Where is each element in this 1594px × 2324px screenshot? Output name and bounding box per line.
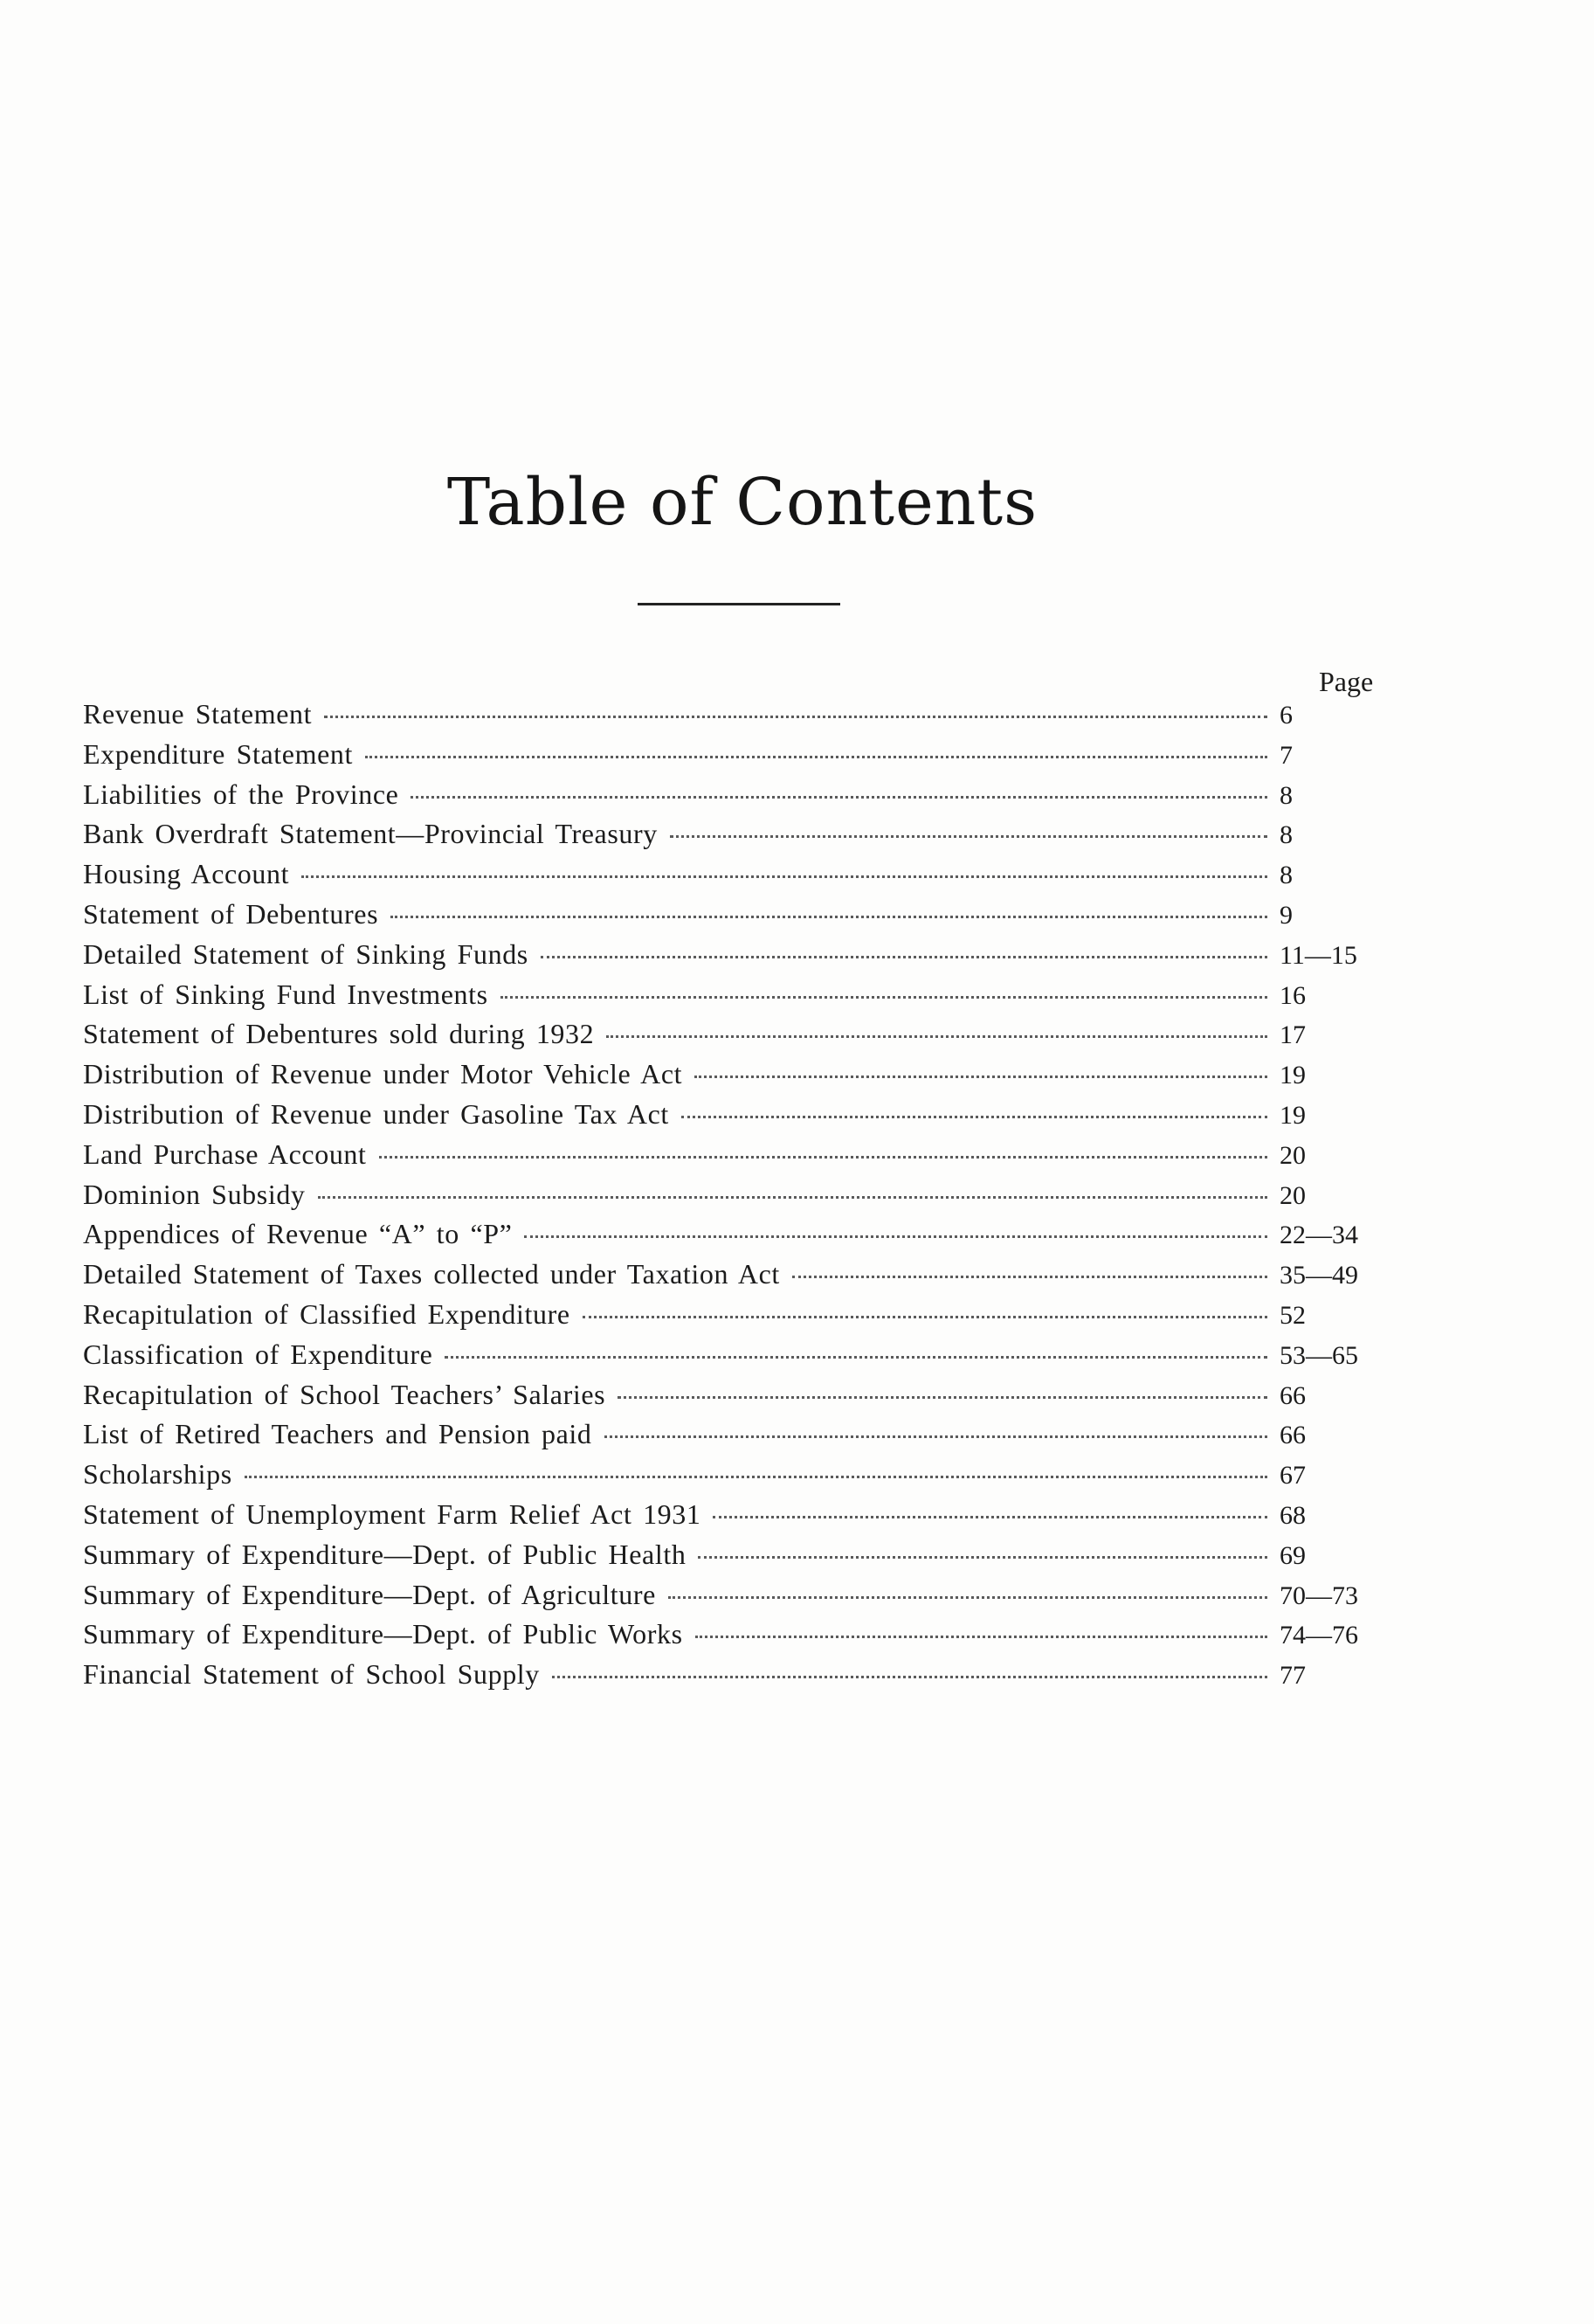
toc-entry-page: 6 (1280, 701, 1293, 730)
toc-entry-title: Liabilities of the Province (83, 778, 399, 810)
dot-leader (695, 1636, 1267, 1638)
toc-entry-title: Revenue Statement (83, 698, 313, 730)
toc-entry (83, 1655, 1402, 1695)
dot-leader (698, 1556, 1267, 1559)
toc-entry (83, 1495, 1402, 1535)
dot-leader (670, 835, 1267, 838)
dot-leader (552, 1676, 1267, 1678)
toc-entry-title: Recapitulation of School Teachers’ Salaries (83, 1378, 606, 1410)
toc-entry-title: Summary of Expenditure—Dept. of Public Works (83, 1618, 683, 1650)
toc-entry-title: Classification of Expenditure (83, 1338, 433, 1370)
toc-entry-page: 9 (1280, 900, 1293, 930)
toc-entry (83, 1615, 1402, 1655)
toc-entry (83, 775, 1402, 815)
toc-entry-title: Distribution of Revenue under Motor Vehicle Act (83, 1058, 683, 1090)
toc-entry (83, 1455, 1402, 1495)
toc-entry-page: 20 (1280, 1180, 1306, 1210)
toc-entry-title: List of Retired Teachers and Pension paid (83, 1418, 592, 1450)
toc-entry (83, 1335, 1402, 1375)
toc-entry-page: 11—15 (1280, 940, 1357, 970)
toc-entry-page: 52 (1280, 1300, 1306, 1330)
toc-entry-page: 16 (1280, 980, 1306, 1010)
dot-leader (694, 1076, 1267, 1078)
dot-leader (713, 1516, 1267, 1518)
toc-entry-page: 66 (1280, 1380, 1306, 1410)
toc-entry-title: Scholarships (83, 1458, 232, 1491)
dot-leader (324, 716, 1267, 718)
toc-entry-page: 8 (1280, 861, 1293, 890)
dot-leader (365, 756, 1267, 758)
table-of-contents-list (83, 695, 1402, 1695)
dot-leader (390, 916, 1267, 918)
toc-entry-title: Expenditure Statement (83, 737, 353, 770)
toc-entry (83, 1014, 1402, 1055)
toc-entry-title: Summary of Expenditure—Dept. of Public Health (83, 1538, 687, 1570)
page-column-header: Page (1319, 666, 1374, 697)
toc-entry (83, 1535, 1402, 1575)
toc-entry-page: 66 (1280, 1421, 1306, 1450)
toc-entry (83, 1214, 1402, 1255)
dot-leader (606, 1035, 1267, 1038)
dot-leader (411, 796, 1267, 799)
toc-entry-title: Summary of Expenditure—Dept. of Agriculture (83, 1578, 656, 1610)
toc-entry (83, 1295, 1402, 1335)
dot-leader (604, 1435, 1267, 1438)
toc-entry-title: Recapitulation of Classified Expenditure (83, 1297, 570, 1330)
toc-entry-page: 69 (1280, 1540, 1306, 1570)
toc-entry-page: 17 (1280, 1020, 1306, 1050)
toc-entry-title: Detailed Statement of Taxes collected under Taxation Act (83, 1258, 780, 1290)
toc-entry (83, 1255, 1402, 1295)
toc-entry-page: 19 (1280, 1061, 1306, 1090)
dot-leader (583, 1316, 1267, 1318)
toc-entry (83, 735, 1402, 775)
toc-entry (83, 1175, 1402, 1215)
toc-entry-page: 53—65 (1280, 1340, 1358, 1370)
dot-leader (618, 1396, 1267, 1399)
toc-entry-page: 19 (1280, 1100, 1306, 1130)
toc-entry-page: 20 (1280, 1140, 1306, 1170)
toc-entry-title: Housing Account (83, 858, 290, 890)
toc-entry-page: 67 (1280, 1461, 1306, 1491)
toc-entry-title: Distribution of Revenue under Gasoline Tax Act (83, 1097, 669, 1130)
toc-entry-title: Statement of Debentures sold during 1932 (83, 1018, 595, 1050)
toc-entry (83, 695, 1402, 735)
dot-leader (524, 1235, 1267, 1238)
toc-entry-page: 68 (1280, 1500, 1306, 1530)
toc-entry-page: 7 (1280, 740, 1293, 770)
toc-entry-page: 8 (1280, 780, 1293, 810)
dot-leader (500, 996, 1267, 999)
toc-entry (83, 1575, 1402, 1615)
dot-leader (668, 1596, 1267, 1599)
dot-leader (379, 1156, 1267, 1159)
toc-entry-title: Bank Overdraft Statement—Provincial Treasury (83, 818, 658, 850)
toc-entry-page: 70—73 (1280, 1580, 1358, 1610)
toc-entry (83, 1055, 1402, 1095)
toc-entry (83, 814, 1402, 854)
toc-entry-title: Financial Statement of School Supply (83, 1658, 540, 1691)
toc-entry-page: 35—49 (1280, 1261, 1358, 1290)
toc-entry-title: Dominion Subsidy (83, 1178, 306, 1210)
page-title: Table of Contents (446, 465, 1039, 540)
dot-leader (445, 1356, 1267, 1359)
dot-leader (541, 956, 1267, 958)
toc-entry (83, 1375, 1402, 1415)
dot-leader (792, 1276, 1267, 1278)
toc-entry-title: Statement of Debentures (83, 897, 379, 930)
toc-entry-page: 8 (1280, 820, 1293, 850)
toc-entry-title: Appendices of Revenue “A” to “P” (83, 1218, 513, 1250)
toc-entry-page: 77 (1280, 1661, 1306, 1691)
toc-entry-page: 74—76 (1280, 1621, 1358, 1650)
dot-leader (318, 1196, 1267, 1199)
toc-entry-page: 22—34 (1280, 1221, 1358, 1250)
toc-entry (83, 1095, 1402, 1135)
toc-entry (83, 895, 1402, 935)
toc-entry (83, 854, 1402, 895)
toc-entry-title: Statement of Unemployment Farm Relief Act 1931 (83, 1497, 701, 1530)
toc-entry (83, 1414, 1402, 1455)
toc-entry (83, 1135, 1402, 1175)
dot-leader (301, 875, 1267, 878)
toc-entry-title: List of Sinking Fund Investments (83, 978, 488, 1010)
dot-leader (681, 1116, 1267, 1118)
toc-entry (83, 935, 1402, 975)
dot-leader (245, 1476, 1267, 1478)
toc-entry-title: Land Purchase Account (83, 1138, 367, 1170)
toc-entry (83, 975, 1402, 1015)
toc-entry-title: Detailed Statement of Sinking Funds (83, 937, 528, 970)
title-underline-rule (638, 603, 840, 605)
